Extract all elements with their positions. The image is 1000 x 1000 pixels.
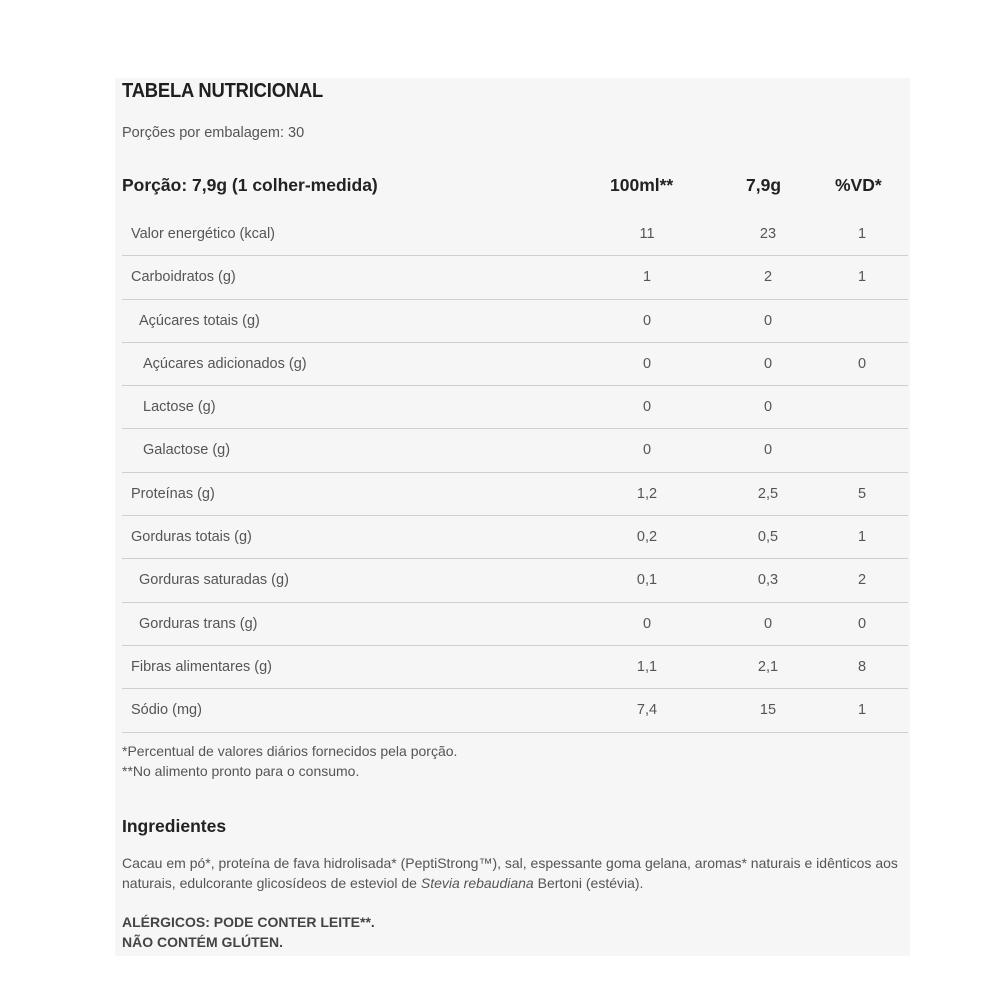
value-100ml: 0 [642,399,652,416]
table-row [122,473,908,516]
nutrient-label: Gorduras totais (g) [131,529,252,546]
value-vd: 2 [857,572,867,589]
table-row [122,343,908,386]
page-title: TABELA NUTRICIONAL [122,80,324,102]
table-row [122,559,908,602]
value-portion: 2,1 [757,658,779,675]
table-row [122,603,908,646]
value-100ml: 0,2 [636,529,658,546]
value-portion: 2 [763,269,773,286]
table-row [122,689,908,732]
value-100ml: 0 [642,615,652,632]
value-portion: 2,5 [757,485,779,502]
value-portion: 0,5 [757,529,779,546]
allergen-line: ALÉRGICOS: PODE CONTER LEITE**. [122,914,375,930]
column-header-100ml: 100ml** [610,175,674,195]
nutrient-label: Açúcares adicionados (g) [143,355,307,372]
nutrition-table [122,213,908,733]
value-100ml: 7,4 [636,702,658,719]
value-vd: 0 [857,355,867,372]
value-portion: 0 [763,615,773,632]
value-100ml: 0 [642,442,652,459]
nutrient-label: Galactose (g) [143,442,231,459]
column-header-portion: 7,9g [746,175,782,195]
nutrient-label: Gorduras saturadas (g) [139,572,289,589]
nutrient-label: Valor energético (kcal) [131,226,275,242]
table-row [122,386,908,429]
value-portion: 0 [763,442,773,459]
portion-label: Porção: 7,9g (1 colher-medida) [122,175,378,195]
value-portion: 0 [763,312,773,329]
value-100ml: 0 [642,355,652,372]
ingredients-title: Ingredientes [122,816,227,836]
value-portion: 23 [759,226,777,242]
table-row [122,646,908,689]
value-100ml: 1,2 [636,485,658,502]
nutrient-label: Fibras alimentares (g) [131,658,273,675]
table-row [122,213,908,256]
table-row [122,300,908,343]
value-portion: 0,3 [757,572,779,589]
value-vd: 1 [857,226,867,242]
value-vd: 1 [857,702,867,719]
value-100ml: 0 [642,312,652,329]
value-100ml: 1 [642,269,652,286]
value-100ml: 0,1 [636,572,658,589]
value-portion: 0 [763,355,773,372]
value-vd: 0 [857,615,867,632]
nutrient-label: Açúcares totais (g) [139,312,260,329]
nutrient-label: Gorduras trans (g) [139,615,258,632]
value-portion: 15 [759,702,777,719]
nutrient-label: Lactose (g) [143,399,216,416]
ingredients-text [122,853,902,893]
ingredients-text-part: Bertoni (estévia). [533,875,644,891]
table-row [122,429,908,472]
column-header-vd: %VD* [835,175,882,195]
ingredients-species: Stevia rebaudiana [420,875,534,891]
value-100ml: 11 [639,226,655,242]
footnote-ready: **No alimento pronto para o consumo. [122,763,360,779]
value-100ml: 1,1 [636,658,658,675]
table-row [122,516,908,559]
gluten-line: NÃO CONTÉM GLÚTEN. [122,934,283,950]
ingredients-text-part: Cacau em pó*, proteína de fava hidrolisada* (PeptiStrong™), sal, espessante goma gelana, aromas* naturais e idênticos aos naturais, edulcorante glicosídeos de esteviol de [122,855,898,891]
allergen-info [122,912,375,952]
servings-per-package: Porções por embalagem: 30 [122,125,305,141]
value-vd: 1 [857,269,867,286]
nutrient-label: Carboidratos (g) [131,269,236,286]
nutrient-label: Sódio (mg) [131,702,202,719]
table-header [122,175,908,201]
footnotes [122,741,457,781]
value-vd: 5 [857,485,867,502]
table-row [122,256,908,299]
footnote-vd: *Percentual de valores diários fornecidos pela porção. [122,743,458,759]
value-vd: 1 [857,529,867,546]
value-vd: 8 [857,658,867,675]
nutrient-label: Proteínas (g) [131,485,215,502]
value-portion: 0 [763,399,773,416]
